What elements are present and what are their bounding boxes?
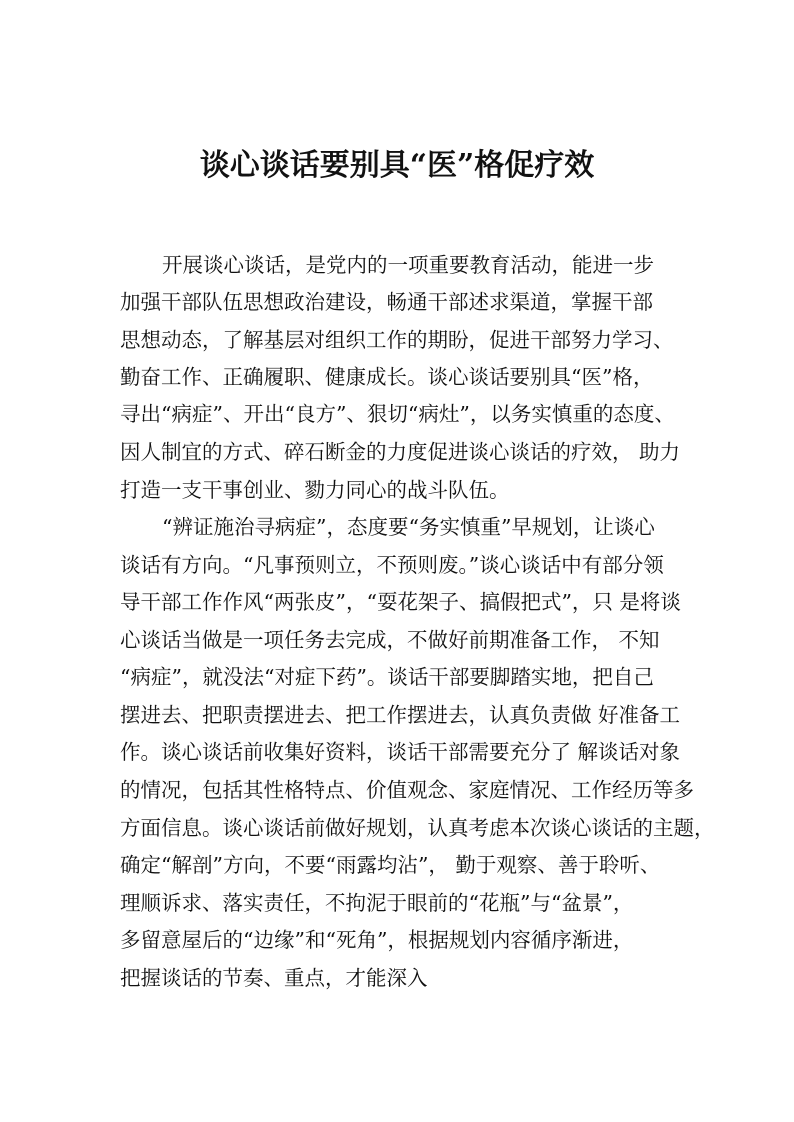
paragraph-line: 方面信息。谈心谈话前做好规划，认真考虑本次谈心谈话的主题， (120, 816, 715, 840)
paragraph-line: 打造一支干事创业、勠力同心的战斗队伍。 (120, 478, 510, 502)
paragraph-line: 勤奋工作、正确履职、健康成长。谈心谈话要别具“医”格， (120, 365, 654, 389)
paragraph-line: 寻出“病症”、开出“良方”、狠切“病灶”，以务实慎重的态度、 (120, 402, 675, 426)
paragraph-line: “辨证施治寻病症”，态度要“务实慎重”早规划，让谈心 (162, 515, 655, 539)
document-title: 谈心谈话要别具“医”格促疗效 (199, 148, 595, 183)
paragraph-line: 的情况，包括其性格特点、价值观念、家庭情况、工作经历等多 (120, 778, 694, 802)
paragraph-line: 因人制宜的方式、碎石断金的力度促进谈心谈话的疗效， 助力 (120, 440, 681, 464)
paragraph-line: 摆进去、把职责摆进去、把工作摆进去，认真负责做 好准备工 (120, 703, 681, 727)
paragraph-line: 理顺诉求、落实责任，不拘泥于眼前的“花瓶”与“盆景”， (120, 891, 634, 915)
paragraph-line: 确定“解剖”方向，不要“雨露均沾”， 勤于观察、善于聆听、 (120, 853, 661, 877)
paragraph-line: 加强干部队伍思想政治建设，畅通干部述求渠道，掌握干部 (120, 290, 653, 314)
paragraph-line: 多留意屋后的“边缘”和“死角”，根据规划内容循序渐进， (120, 928, 634, 952)
paragraph-line: 作。谈心谈话前收集好资料，谈话干部需要充分了 解谈话对象 (120, 740, 681, 764)
paragraph-line: 开展谈心谈话，是党内的一项重要教育活动，能进一步 (162, 253, 654, 277)
paragraph-line: 导干部工作作风“两张皮”，“耍花架子、搞假把式”，只 是将谈 (120, 590, 681, 614)
paragraph-line: 谈话有方向。“凡事预则立，不预则废。”谈心谈话中有部分领 (120, 553, 664, 577)
paragraph-line: 心谈话当做是一项任务去完成，不做好前期准备工作， 不知 (120, 628, 660, 652)
paragraph-line: 思想动态，了解基层对组织工作的期盼，促进干部努力学习、 (120, 328, 674, 352)
paragraph-line: 把握谈话的节奏、重点，才能深入 (120, 966, 428, 990)
paragraph-line: “病症”，就没法“对症下药”。谈话干部要脚踏实地，把自己 (120, 665, 654, 689)
